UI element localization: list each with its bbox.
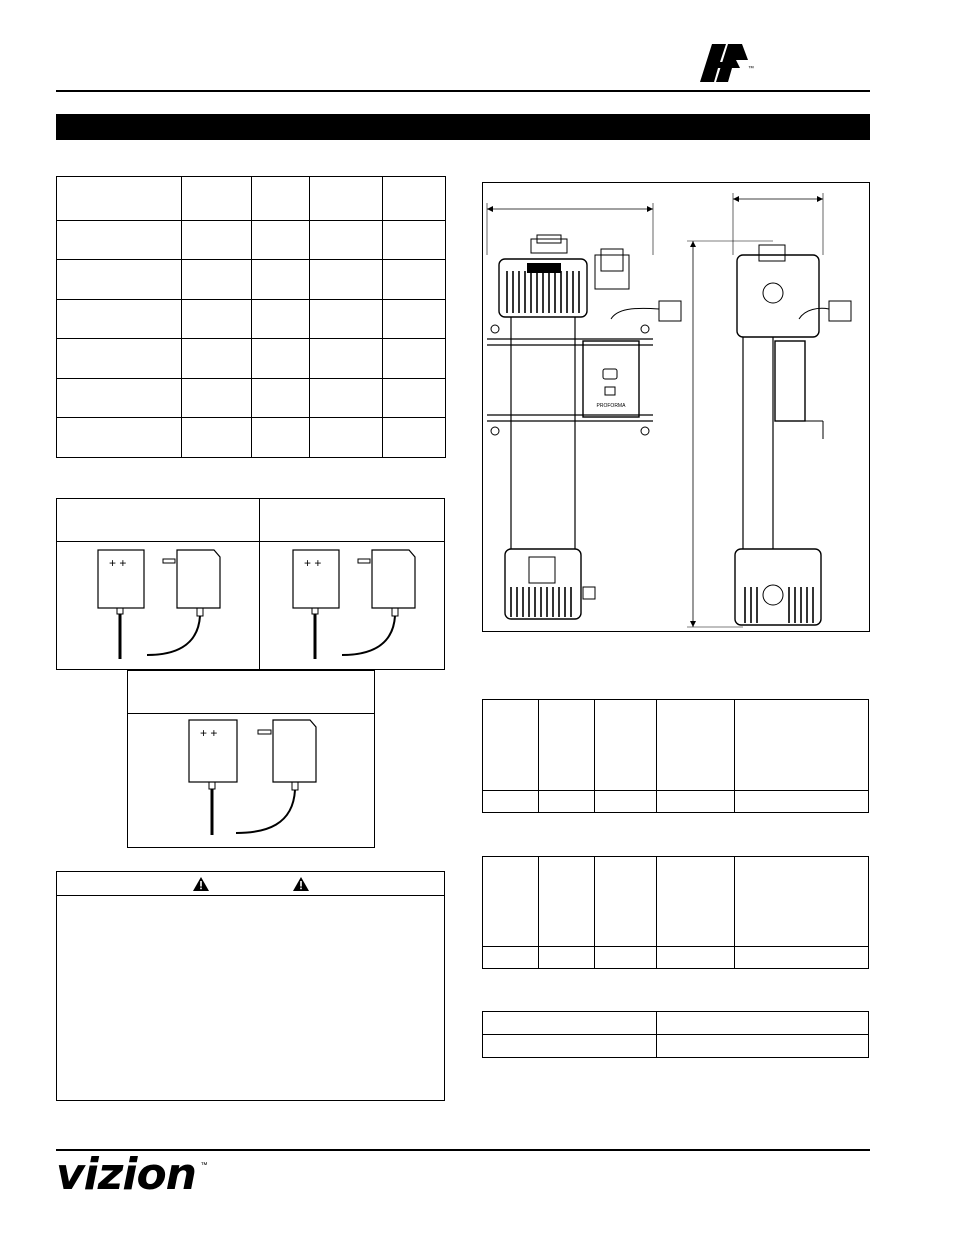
adapter-panel-header bbox=[57, 499, 259, 542]
table-row bbox=[57, 221, 446, 260]
adapter-panel-1 bbox=[56, 498, 260, 670]
warning-box bbox=[56, 871, 445, 1101]
specs-table bbox=[56, 176, 446, 458]
header-logo bbox=[696, 40, 766, 86]
panel-label: PROFORMA bbox=[596, 403, 626, 409]
dimension-drawing bbox=[482, 182, 870, 632]
svg-text:+ +: + + bbox=[109, 556, 127, 570]
header-rule bbox=[56, 90, 870, 92]
specs-header-cell bbox=[57, 177, 182, 221]
warning-triangle-icon bbox=[293, 877, 309, 891]
specs-header-cell bbox=[310, 177, 383, 221]
specs-header-cell bbox=[182, 177, 252, 221]
adapter-panel-2 bbox=[259, 498, 445, 670]
power-adapter-illustration bbox=[184, 717, 324, 841]
footer-logo-mark: ™ bbox=[200, 1162, 208, 1169]
right-table-3 bbox=[482, 1011, 869, 1058]
table-row bbox=[483, 947, 869, 969]
power-adapter-illustration bbox=[93, 547, 223, 665]
adapter-panel-3 bbox=[127, 670, 375, 848]
unit-front-view bbox=[483, 183, 869, 631]
warning-triangle-icon bbox=[193, 877, 209, 891]
warning-header bbox=[57, 872, 444, 896]
adapter-panel-header bbox=[128, 671, 374, 714]
right-table-2 bbox=[482, 856, 869, 969]
right-table-1 bbox=[482, 699, 869, 813]
specs-header-cell bbox=[252, 177, 310, 221]
section-title-bar bbox=[56, 114, 870, 140]
table-row bbox=[57, 339, 446, 379]
table-row bbox=[57, 260, 446, 300]
table-row bbox=[483, 791, 869, 813]
table-row bbox=[57, 379, 446, 418]
footer-logo-text: vizion bbox=[56, 1149, 197, 1200]
footer-logo bbox=[56, 1149, 208, 1200]
adapter-panel-header bbox=[260, 499, 444, 542]
svg-text:+ +: + + bbox=[200, 726, 218, 740]
specs-header-cell bbox=[383, 177, 446, 221]
svg-text:+ +: + + bbox=[304, 556, 322, 570]
table-row bbox=[57, 418, 446, 458]
table-row bbox=[483, 1012, 869, 1035]
power-adapter-illustration bbox=[288, 547, 418, 665]
table-row bbox=[483, 1035, 869, 1058]
header-logo-mark: ™ bbox=[748, 66, 754, 72]
table-row bbox=[57, 300, 446, 339]
